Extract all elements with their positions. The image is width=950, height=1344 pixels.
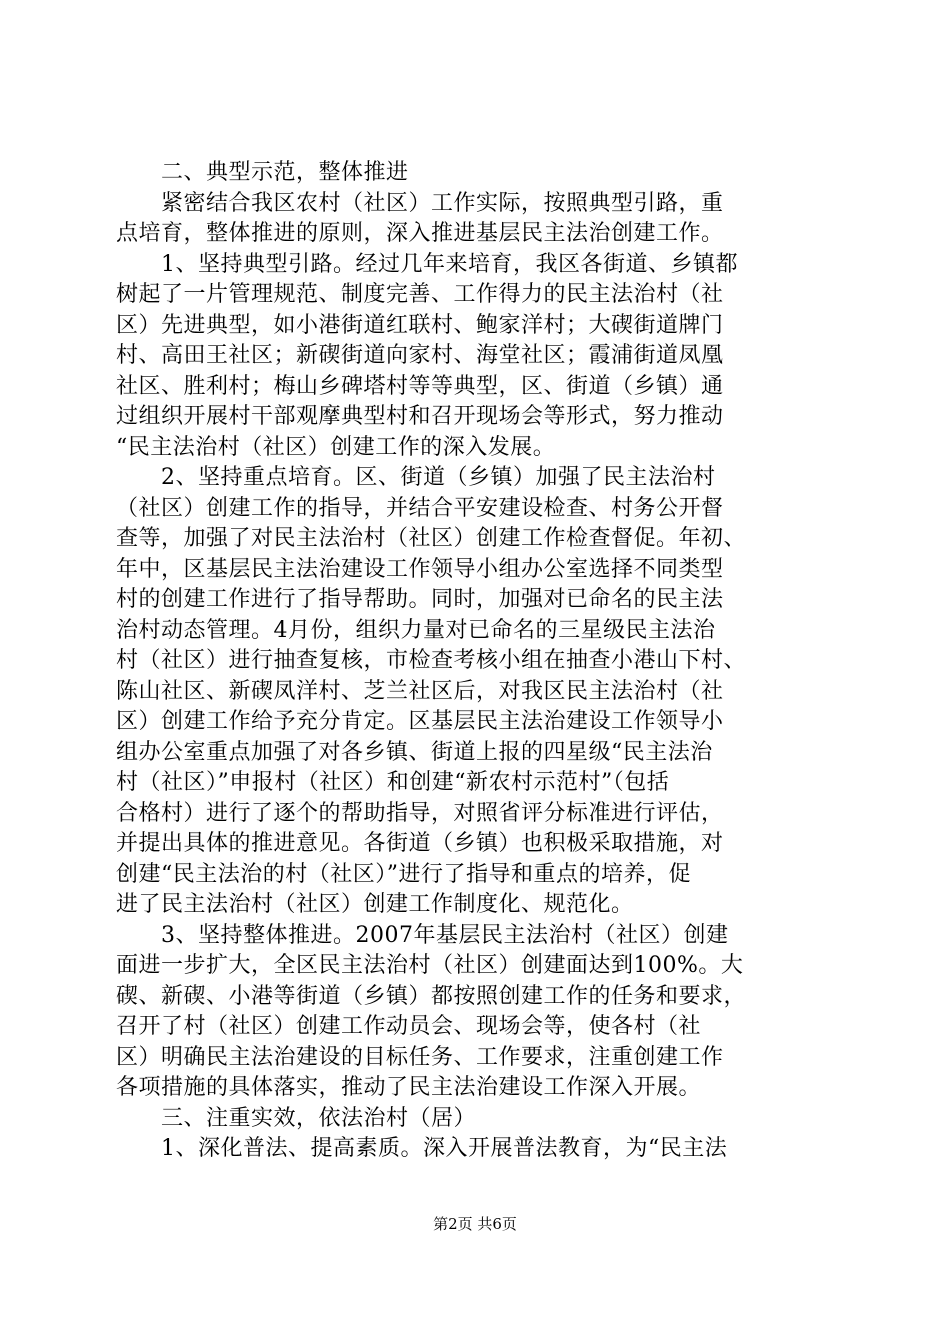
- text-line: 陈山社区、新碶凤洋村、芝兰社区后，对我区民主法治村（社: [116, 678, 724, 704]
- text-line: 创建“民主法治的村（社区）”进行了指导和重点的培养，促: [116, 861, 691, 887]
- text-line: 各项措施的具体落实，推动了民主法治建设工作深入开展。: [116, 1075, 702, 1100]
- text-line: 1、深化普法、提高素质。深入开展普法教育，为“民主法: [116, 1136, 728, 1161]
- document-body: [116, 158, 836, 1165]
- text-line: 召开了村（社区）创建工作动员会、现场会等，使各村（社: [116, 1014, 702, 1039]
- text-line: 二、典型示范，整体推进: [116, 160, 409, 185]
- text-line: 紧密结合我区农村（社区）工作实际，按照典型引路，重: [116, 190, 724, 216]
- text-line: 年中，区基层民主法治建设工作领导小组办公室选择不同类型: [116, 556, 724, 582]
- page-footer: [0, 1213, 950, 1234]
- text-line: 查等，加强了对民主法治村（社区）创建工作检查督促。年初、: [116, 526, 747, 551]
- text-line: 面进一步扩大，全区民主法治村（社区）创建面达到100%。大: [116, 953, 744, 978]
- text-line: 进了民主法治村（社区）创建工作制度化、规范化。: [116, 892, 634, 917]
- text-line: 三、注重实效，依法治村（居）: [116, 1105, 477, 1131]
- page-number: 第2页 共6页: [433, 1215, 517, 1233]
- text-line: 社区、胜利村；梅山乡碑塔村等等典型，区、街道（乡镇）通: [116, 373, 724, 399]
- text-line: 区）创建工作给予充分肯定。区基层民主法治建设工作领导小: [116, 709, 724, 734]
- text-line: 碶、新碶、小港等街道（乡镇）都按照创建工作的任务和要求，: [116, 983, 747, 1009]
- text-line: 村（社区）”申报村（社区）和创建“新农村示范村”（包括: [116, 770, 670, 795]
- text-line: 村、高田王社区；新碶街道向家村、海堂社区；霞浦街道凤凰: [116, 343, 724, 368]
- text-line: “民主法治村（社区）创建工作的深入发展。: [116, 434, 556, 460]
- text-line: 村的创建工作进行了指导帮助。同时，加强对已命名的民主法: [116, 587, 724, 612]
- text-line: （社区）创建工作的指导，并结合平安建设检查、村务公开督: [116, 495, 724, 521]
- text-line: 2、坚持重点培育。区、街道（乡镇）加强了民主法治村: [116, 465, 716, 490]
- text-line: 合格村）进行了逐个的帮助指导，对照省评分标准进行评估，: [116, 800, 724, 826]
- text-line: 并提出具体的推进意见。各街道（乡镇）也积极采取措施，对: [116, 831, 724, 856]
- text-line: 过组织开展村干部观摩典型村和召开现场会等形式，努力推动: [116, 404, 724, 429]
- text-line: 区）明确民主法治建设的目标任务、工作要求，注重创建工作: [116, 1044, 724, 1070]
- text-line: 治村动态管理。4月份，组织力量对已命名的三星级民主法治: [116, 617, 716, 643]
- text-line: 点培育，整体推进的原则，深入推进基层民主法治创建工作。: [116, 221, 724, 246]
- text-line: 树起了一片管理规范、制度完善、工作得力的民主法治村（社: [116, 282, 724, 307]
- text-line: 组办公室重点加强了对各乡镇、街道上报的四星级“民主法治: [116, 739, 713, 765]
- text-line: 1、坚持典型引路。经过几年来培育，我区各街道、乡镇都: [116, 251, 738, 277]
- text-line: 村（社区）进行抽查复核，市检查考核小组在抽查小港山下村、: [116, 648, 747, 673]
- text-line: 3、坚持整体推进。2007年基层民主法治村（社区）创建: [116, 922, 729, 948]
- text-line: 区）先进典型，如小港街道红联村、鲍家洋村；大碶街道牌门: [116, 312, 724, 338]
